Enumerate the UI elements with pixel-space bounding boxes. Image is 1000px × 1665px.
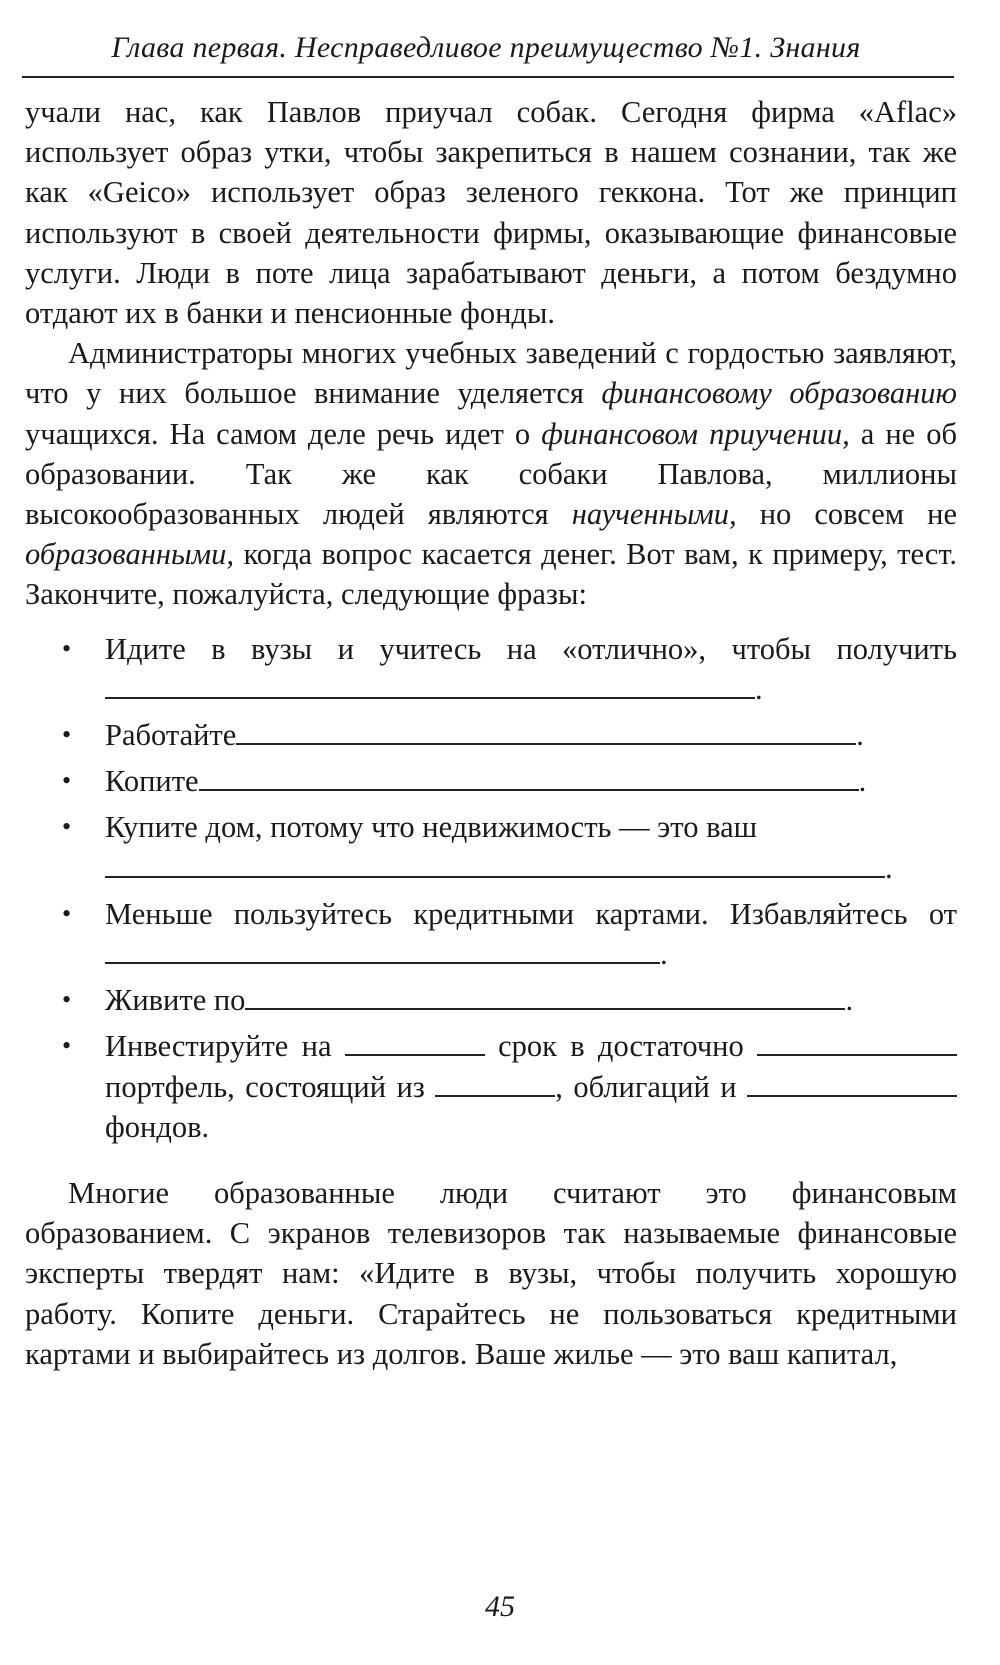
page-content <box>25 92 957 1374</box>
punctuation: . <box>660 937 668 972</box>
list-item <box>25 761 957 801</box>
paragraph-3: Многие образованные люди считают это финансовым образованием. С экранов телевизоров так называемые финансовые эксперты твердят нам: «Идите в вузы, чтобы получить хорошую работу. Копите деньги. Старайтесь не пользоваться кредитными картами и выбирайтесь из долгов. Ваше жилье — это ваш капитал, <box>25 1176 957 1371</box>
answer-blank[interactable] <box>105 671 755 699</box>
text-run: Администраторы многих учебных заведений с гордостью заявляют, что у них большое внимание уделяется <box>25 336 957 411</box>
list-item <box>25 1026 957 1147</box>
emphasis-text: финансовому образованию <box>601 376 957 411</box>
list-item-text: Купите дом, потому что недвижимость — это ваш <box>105 810 758 845</box>
list-item-text: Меньше пользуйтесь кредитными картами. Избавляйтесь от <box>105 896 957 931</box>
list-item-text: Инвестируйте на <box>105 1029 332 1064</box>
text-run: но совсем не <box>759 497 957 532</box>
list-item-text: портфель, состоящий из <box>105 1069 425 1104</box>
punctuation: . <box>845 983 854 1018</box>
text-run: а не об образовании. Так же как собаки Павлова, миллионы высокообразованных людей являются <box>25 416 958 532</box>
answer-blank[interactable] <box>435 1069 555 1097</box>
emphasis-text: образованными, <box>25 537 234 572</box>
list-item-text: Копите <box>105 764 199 799</box>
bullet-icon: • <box>62 766 72 796</box>
punctuation: . <box>885 850 893 885</box>
bullet-icon: • <box>62 720 72 750</box>
bullet-icon: • <box>62 812 72 842</box>
header-rule <box>22 76 954 78</box>
answer-blank[interactable] <box>105 850 885 878</box>
list-item <box>25 715 957 755</box>
answer-blank[interactable] <box>747 1069 957 1097</box>
answer-blank[interactable] <box>757 1028 957 1056</box>
running-title: Глава первая. Несправедливое преимущество №1. Знания <box>111 31 861 64</box>
fill-in-list <box>25 629 957 1147</box>
answer-blank[interactable] <box>345 1028 485 1056</box>
list-item-text: Живите по <box>105 983 246 1018</box>
bullet-icon: • <box>62 898 72 928</box>
page-number: 45 <box>485 1590 515 1623</box>
list-item <box>25 807 957 887</box>
list-item <box>25 629 957 709</box>
paragraph-2 <box>25 333 957 614</box>
text-run: учащихся. На самом деле речь идет о <box>25 416 531 451</box>
answer-blank[interactable] <box>236 717 856 745</box>
text-run: когда вопрос касается денег. Вот вам, к примеру, тест. Закончите, пожалуйста, следующие фразы: <box>25 537 958 612</box>
punctuation: . <box>858 764 867 799</box>
list-item-text: Идите в вузы и учитесь на «отлично», чтобы получить <box>105 631 957 666</box>
list-item-text: срок в достаточно <box>498 1029 744 1064</box>
bullet-icon: • <box>62 1031 72 1061</box>
punctuation: , <box>555 1069 563 1104</box>
list-item <box>25 980 957 1020</box>
punctuation: . <box>755 671 763 706</box>
answer-blank[interactable] <box>199 763 859 791</box>
list-item-text: облигаций и <box>573 1069 737 1104</box>
list-item <box>25 894 957 974</box>
list-item-text: Работайте <box>105 718 237 753</box>
answer-blank[interactable] <box>105 936 660 964</box>
bullet-icon: • <box>62 985 72 1015</box>
bullet-icon: • <box>62 633 72 663</box>
answer-blank[interactable] <box>245 982 845 1010</box>
paragraph-1: учали нас, как Павлов приучал собак. Сегодня фирма «Aflac» использует образ утки, чтобы закрепиться в нашем сознании, так же как «Geico» использует образ зеленого геккона. Тот же принцип используют в своей деятельности фирмы, оказывающие финансовые услуги. Люди в поте лица зарабатывают деньги, а потом бездумно отдают их в банки и пенсионные фонды. <box>25 95 957 331</box>
emphasis-text: наученными, <box>571 497 737 532</box>
emphasis-text: финансовом приучении, <box>541 416 850 451</box>
list-item-text: фондов. <box>105 1109 210 1144</box>
punctuation: . <box>856 718 864 753</box>
answer-line <box>105 848 957 888</box>
